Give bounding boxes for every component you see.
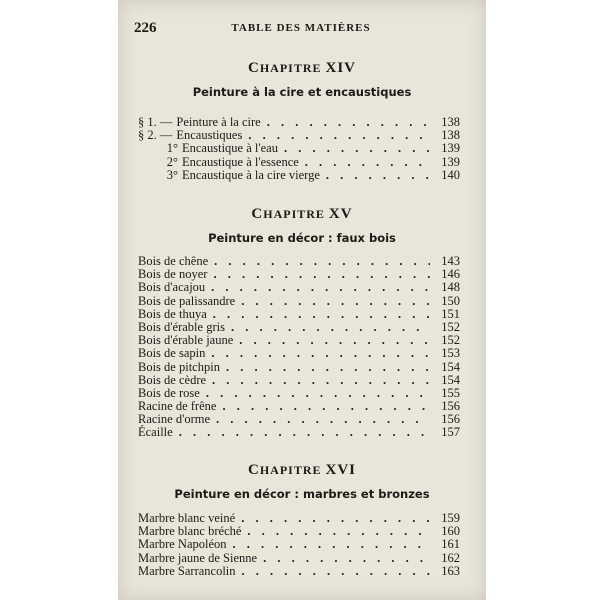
dot-leader (284, 142, 430, 155)
toc-entry: Bois de pitchpin . . . 154 (138, 361, 460, 374)
toc-entry: 2° Encaustique à l'essence . . . 139 (138, 156, 460, 169)
chapter-entries-xiv (138, 116, 460, 182)
toc-entry: 1° Encaustique à l'eau . . . 139 (138, 142, 460, 155)
toc-entry: § 1. — Peinture à la cire . . . 138 (138, 116, 460, 129)
dot-leader (267, 116, 430, 129)
toc-entry: Marbre Sarrancolin . . . 163 (138, 565, 460, 578)
dot-leader (179, 426, 430, 439)
running-head (130, 20, 472, 38)
dot-leader (263, 552, 430, 565)
page-number: 226 (134, 20, 157, 36)
running-title: TABLE DES MATIÈRES (231, 22, 371, 34)
toc-entry: Bois de sapin . . . 153 (138, 347, 460, 360)
toc-entry: Marbre jaune de Sienne . . . 162 (138, 552, 460, 565)
book-page (118, 0, 486, 600)
dot-leader (211, 347, 430, 360)
toc-entry: Bois de rose . . . 155 (138, 387, 460, 400)
dot-leader (305, 156, 430, 169)
dot-leader (214, 255, 430, 268)
toc-entry: Bois de palissandre . . . 150 (138, 295, 460, 308)
dot-leader (213, 308, 430, 321)
dot-leader (212, 374, 430, 387)
dot-leader (226, 361, 430, 374)
toc-entry: Bois d'érable gris . . . 152 (138, 321, 460, 334)
toc-entry: Marbre Napoléon . . . 161 (138, 538, 460, 551)
toc-entry: Racine d'orme . . . 156 (138, 413, 460, 426)
toc-entry: Écaille . . . 157 (138, 426, 460, 439)
toc-entry: § 2. — Encaustiques . . . 138 (138, 129, 460, 142)
chapter-title: Peinture à la cire et encaustiques (192, 85, 412, 99)
toc-entry: Bois d'érable jaune . . . 152 (138, 334, 460, 347)
chapter-label: CHAPITRE XIV (247, 60, 357, 76)
dot-leader (222, 400, 430, 413)
toc-entry: Racine de frêne . . . 156 (138, 400, 460, 413)
toc-entry: Bois de chêne . . . 143 (138, 255, 460, 268)
chapter-title: Peinture en décor : marbres et bronzes (174, 487, 430, 501)
toc-entry: Bois de thuya . . . 151 (138, 308, 460, 321)
dot-leader (233, 538, 430, 551)
dot-leader (216, 413, 430, 426)
dot-leader (206, 387, 430, 400)
dot-leader (326, 169, 430, 182)
chapter-entries-xv (138, 255, 460, 440)
toc-entry: Bois d'acajou . . . 148 (138, 281, 460, 294)
toc-entry: Bois de cèdre . . . 154 (138, 374, 460, 387)
dot-leader (231, 321, 430, 334)
chapter-heading-xiv (118, 60, 486, 100)
toc-entry: Bois de noyer . . . 146 (138, 268, 460, 281)
chapter-heading-xv (118, 206, 486, 246)
dot-leader (239, 334, 430, 347)
dot-leader (242, 565, 430, 578)
dot-leader (211, 281, 430, 294)
toc-entry: 3° Encaustique à la cire vierge . . . 140 (138, 169, 460, 182)
dot-leader (241, 512, 430, 525)
chapter-entries-xvi (138, 512, 460, 578)
chapter-heading-xvi (118, 462, 486, 502)
chapter-label: CHAPITRE XV (251, 206, 353, 222)
dot-leader (213, 268, 430, 281)
toc-entry: Marbre blanc bréché . . . 160 (138, 525, 460, 538)
toc-entry: Marbre blanc veiné . . . 159 (138, 512, 460, 525)
dot-leader (241, 295, 430, 308)
dot-leader (247, 525, 430, 538)
chapter-label: CHAPITRE XVI (247, 462, 357, 478)
chapter-title: Peinture en décor : faux bois (208, 231, 396, 245)
